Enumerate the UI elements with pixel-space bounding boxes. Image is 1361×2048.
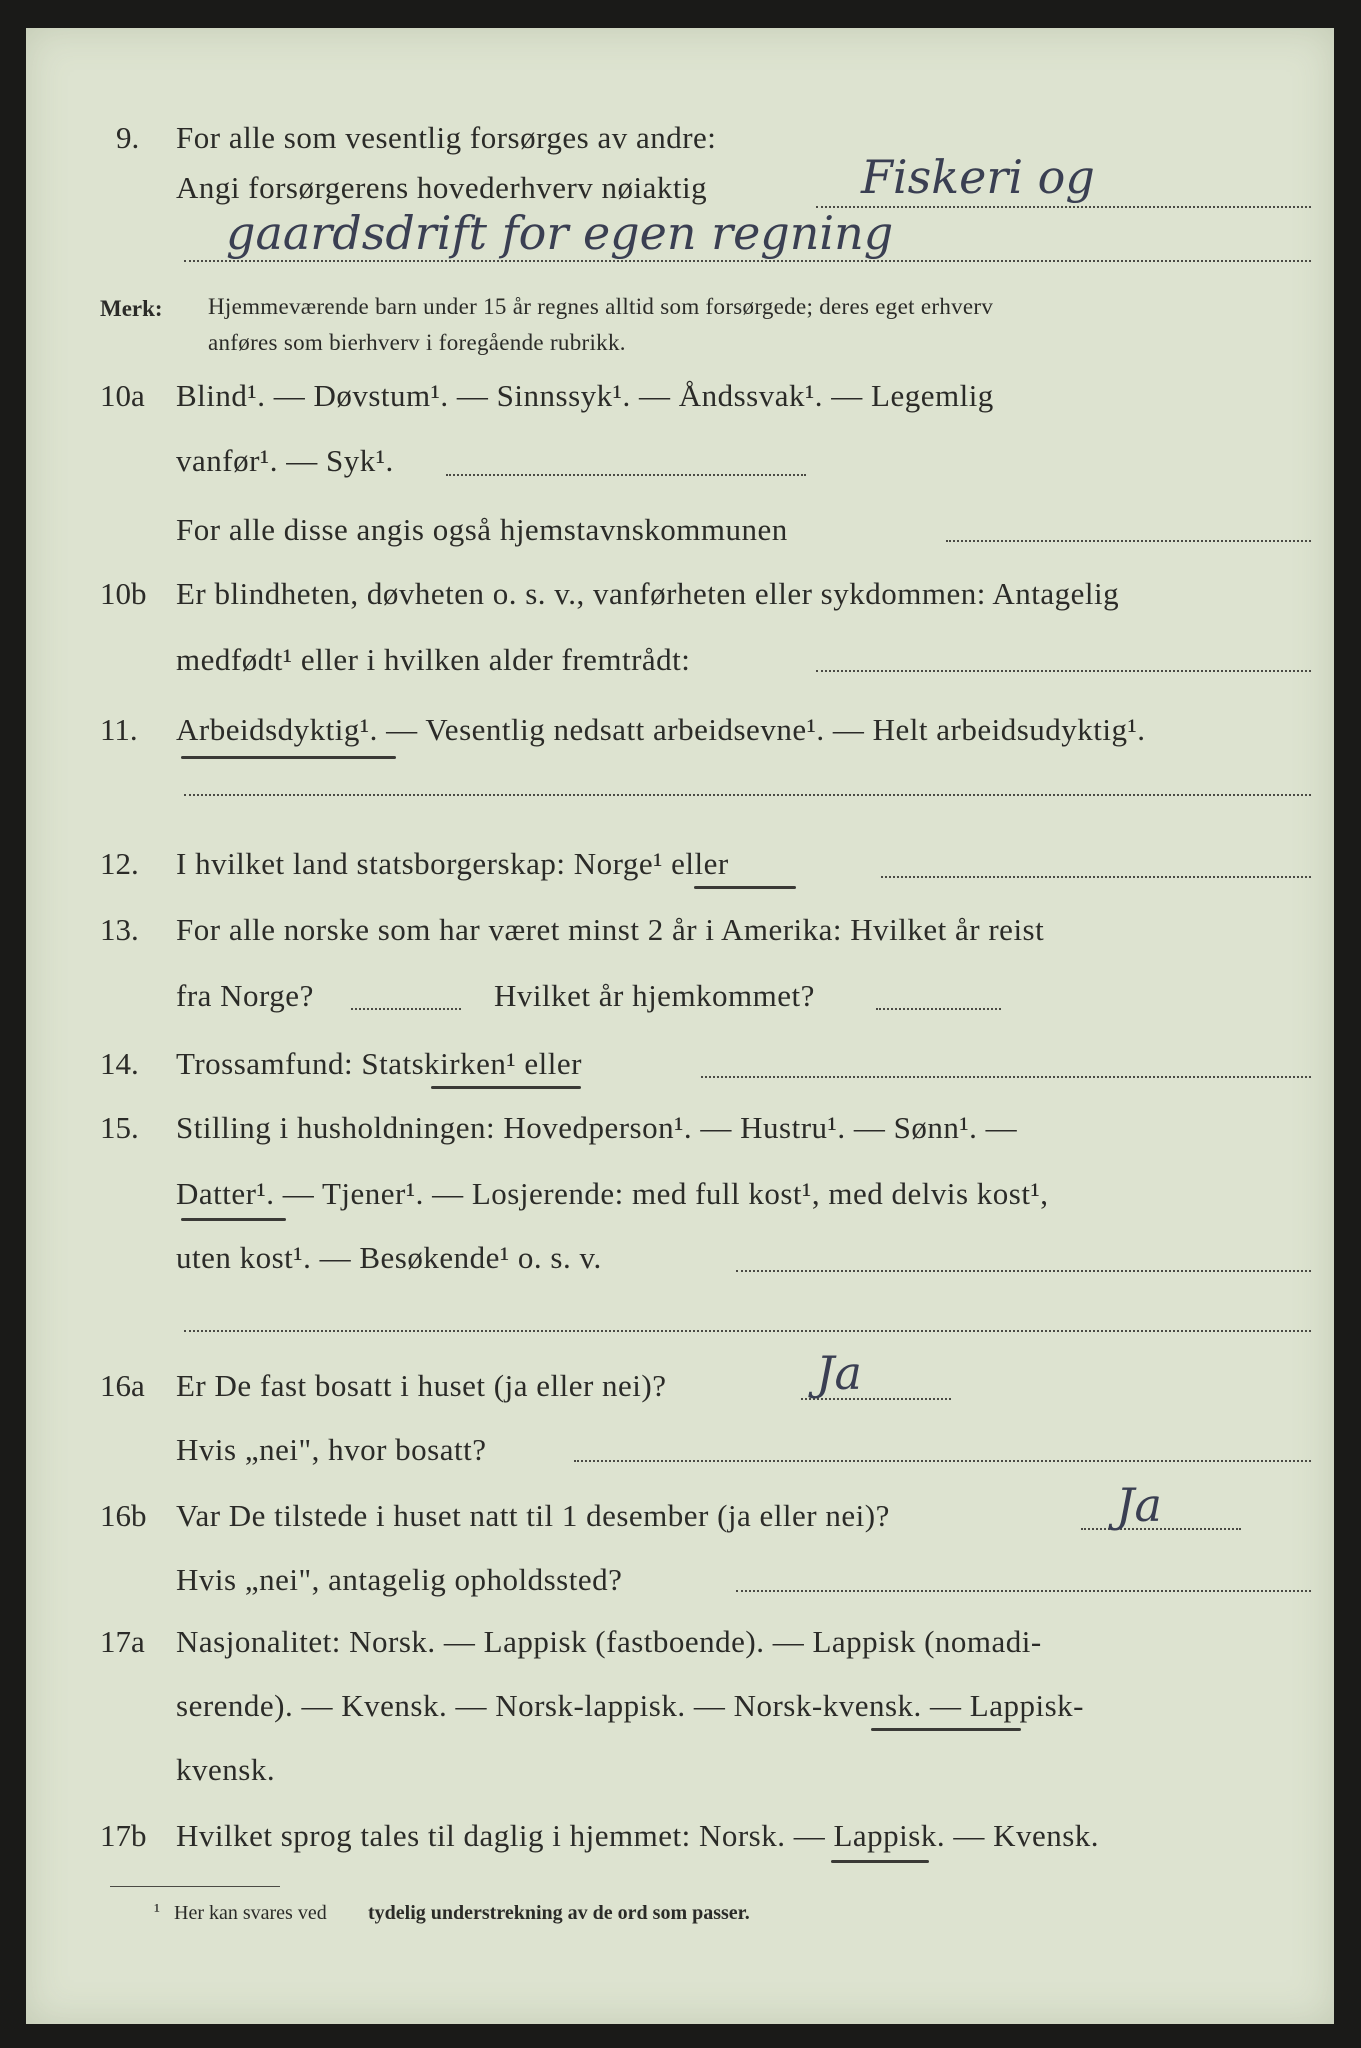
handwritten-answer-16b: Ja bbox=[1116, 1478, 1162, 1532]
question-16a-text-2: Hvis „nei", hvor bosatt? bbox=[176, 1432, 487, 1467]
footnote-text-b: tydelig understrekning av de ord som passer. bbox=[368, 1902, 750, 1924]
question-13-number: 13. bbox=[100, 912, 139, 947]
answer-line bbox=[946, 540, 1311, 542]
handwritten-answer-9a: Fiskeri og bbox=[861, 150, 1095, 204]
question-17a-text-3: kvensk. bbox=[176, 1752, 276, 1787]
question-10b-number: 10b bbox=[100, 576, 147, 611]
answer-line bbox=[881, 876, 1311, 878]
answer-line bbox=[184, 260, 1311, 262]
question-17a-text: Nasjonalitet: Norsk. — Lappisk (fastboende). — Lappisk (nomadi- bbox=[176, 1624, 1042, 1659]
footnote-text-a: Her kan svares ved bbox=[174, 1902, 327, 1924]
question-16a-number: 16a bbox=[100, 1368, 145, 1403]
question-10a-text-2: vanfør¹. — Syk¹. bbox=[176, 443, 394, 478]
question-13-text: For alle norske som har været minst 2 år i Amerika: Hvilket år reist bbox=[176, 912, 1045, 947]
question-16b-text: Var De tilstede i huset natt til 1 desember (ja eller nei)? bbox=[176, 1498, 890, 1533]
question-13-text-2a: fra Norge? bbox=[176, 978, 314, 1013]
question-10a-number: 10a bbox=[100, 378, 145, 413]
question-12-number: 12. bbox=[100, 846, 139, 881]
question-16b-text-2: Hvis „nei", antagelig opholdssted? bbox=[176, 1562, 623, 1597]
answer-line bbox=[736, 1590, 1311, 1592]
question-11-text: Arbeidsdyktig¹. — Vesentlig nedsatt arbeidsevne¹. — Helt arbeidsudyktig¹. bbox=[176, 712, 1146, 747]
question-10b-text-2: medfødt¹ eller i hvilken alder fremtrådt: bbox=[176, 642, 691, 677]
answer-line bbox=[446, 474, 806, 476]
answer-line bbox=[184, 794, 1311, 796]
question-17b-text: Hvilket sprog tales til daglig i hjemmet: Norsk. — Lappisk. — Kvensk. bbox=[176, 1818, 1100, 1853]
question-16a-text: Er De fast bosatt i huset (ja eller nei)? bbox=[176, 1368, 667, 1403]
question-17a-text-2: serende). — Kvensk. — Norsk-lappisk. — Norsk-kvensk. — Lappisk- bbox=[176, 1688, 1084, 1723]
handwritten-answer-16a: Ja bbox=[816, 1346, 862, 1400]
footnote-divider bbox=[110, 1886, 280, 1887]
question-17b-number: 17b bbox=[100, 1818, 147, 1853]
answer-line bbox=[184, 1330, 1311, 1332]
underline-mark bbox=[181, 756, 396, 759]
question-9-text: For alle som vesentlig forsørges av andre: bbox=[176, 120, 717, 155]
underline-mark bbox=[871, 1728, 1021, 1731]
question-10b-text: Er blindheten, døvheten o. s. v., vanførheten eller sykdommen: Antagelig bbox=[176, 576, 1120, 611]
question-12-text: I hvilket land statsborgerskap: Norge¹ eller bbox=[176, 846, 729, 881]
underline-mark bbox=[694, 886, 796, 889]
question-15-text: Stilling i husholdningen: Hovedperson¹. — Hustru¹. — Sønn¹. — bbox=[176, 1110, 1018, 1145]
question-14-text: Trossamfund: Statskirken¹ eller bbox=[176, 1046, 582, 1081]
answer-line bbox=[816, 670, 1311, 672]
question-17a-number: 17a bbox=[100, 1624, 145, 1659]
answer-line bbox=[736, 1270, 1311, 1272]
note-text-line-1: Hjemmeværende barn under 15 år regnes alltid som forsørgede; deres eget erhverv bbox=[208, 294, 994, 319]
underline-mark bbox=[181, 1218, 286, 1221]
answer-line bbox=[701, 1076, 1311, 1078]
question-14-number: 14. bbox=[100, 1046, 139, 1081]
answer-line bbox=[574, 1460, 1311, 1462]
underline-mark bbox=[831, 1860, 929, 1863]
answer-line bbox=[351, 1008, 461, 1010]
question-11-number: 11. bbox=[100, 712, 138, 747]
note-text-line-2: anføres som bierhverv i foregående rubrikk. bbox=[208, 330, 626, 355]
footnote-mark: ¹ bbox=[154, 1900, 160, 1922]
question-15-text-2: Datter¹. — Tjener¹. — Losjerende: med full kost¹, med delvis kost¹, bbox=[176, 1176, 1049, 1211]
handwritten-answer-9b: gaardsdrift for egen regning bbox=[226, 206, 894, 260]
question-10a-text-3: For alle disse angis også hjemstavnskommunen bbox=[176, 512, 788, 547]
question-16b-number: 16b bbox=[100, 1498, 147, 1533]
question-10a-text: Blind¹. — Døvstum¹. — Sinnssyk¹. — Åndssvak¹. — Legemlig bbox=[176, 378, 994, 413]
question-9-number: 9. bbox=[116, 120, 140, 155]
census-form-page bbox=[26, 28, 1334, 2024]
underline-mark bbox=[431, 1086, 581, 1089]
question-15-text-3: uten kost¹. — Besøkende¹ o. s. v. bbox=[176, 1240, 602, 1275]
question-15-number: 15. bbox=[100, 1110, 139, 1145]
question-13-text-2b: Hvilket år hjemkommet? bbox=[494, 978, 815, 1013]
question-9-prompt: Angi forsørgerens hovederhverv nøiaktig bbox=[176, 170, 708, 205]
note-label: Merk: bbox=[100, 296, 163, 321]
answer-line bbox=[876, 1008, 1001, 1010]
